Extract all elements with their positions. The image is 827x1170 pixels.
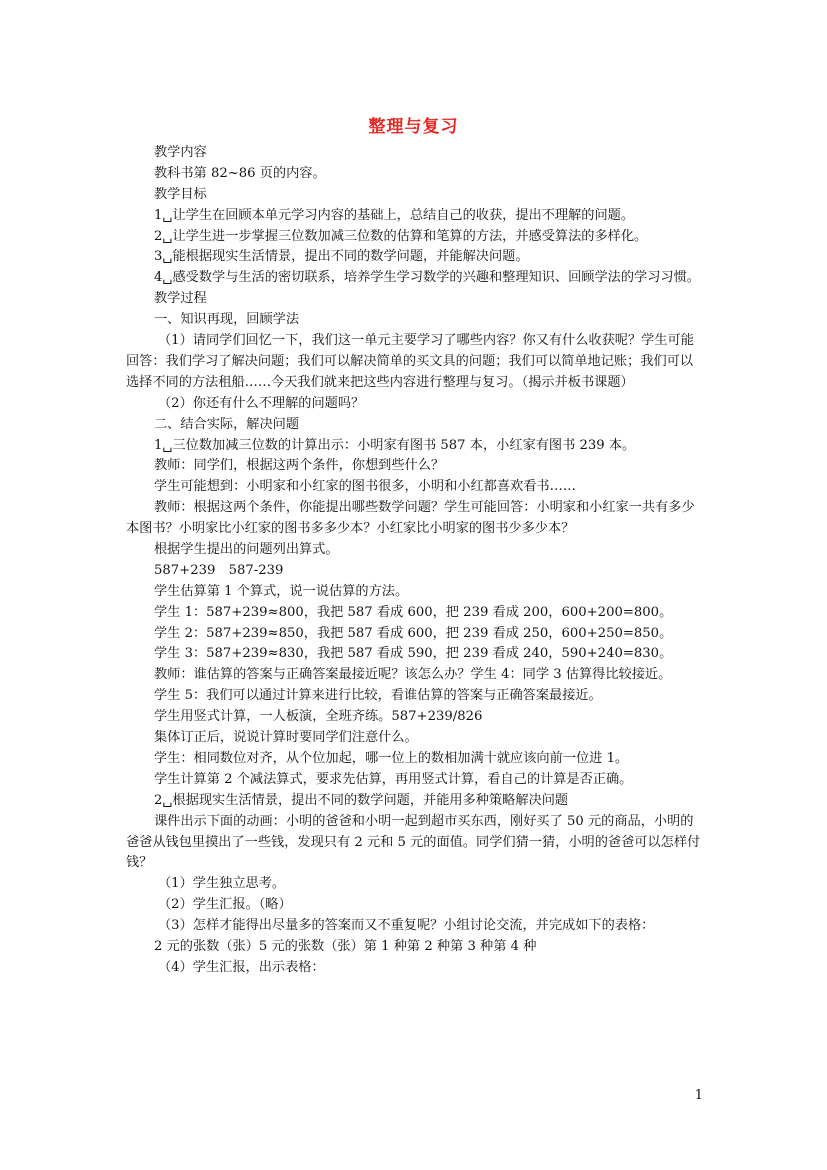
section-heading: 教学过程 (154, 291, 207, 307)
text-line: 集体订正后，说说计算时要同学们注意什么。 (154, 730, 418, 746)
text-line: 根据学生提出的问题列出算式。 (154, 542, 339, 558)
text-line: 学生用竖式计算，一人板演，全班齐练。587+239/826 (154, 709, 483, 725)
text-line: 学生可能想到：小明家和小红家的图书很多，小明和小红都喜欢看书…… (154, 479, 576, 495)
sub-heading: 二、结合实际，解决问题 (154, 416, 300, 432)
goal-item: 1␣让学生在回顾本单元学习内容的基础上，总结自己的收获，提出不理解的问题。 (154, 207, 635, 223)
text-line: 学生：相同数位对齐，从个位加起，哪一位上的数相加满十就应该向前一位进 1。 (154, 750, 629, 766)
goal-item: 2␣让学生进一步掌握三位数加减三位数的估算和笔算的方法，并感受算法的多样化。 (154, 228, 648, 244)
section-heading: 教学目标 (154, 186, 207, 202)
text-line: 2␣根据现实生活情景，提出不同的数学问题，并能用多种策略解决问题 (154, 792, 569, 808)
page-title: 整理与复习 (368, 117, 459, 137)
text-line: （4）学生汇报，出示表格： (158, 959, 325, 975)
text-line: 教师：谁估算的答案与正确答案最接近呢？该怎么办？学生 4：同学 3 估算得比较接近。 (154, 667, 672, 683)
text-line: 1␣三位数加减三位数的计算出示：小明家有图书 587 本，小红家有图书 239 本。 (154, 437, 636, 453)
formula-line: 587+239 587-239 (154, 562, 284, 578)
text-line: 教师：同学们，根据这两个条件，你想到些什么？ (154, 458, 445, 474)
text-line: 学生 2：587+239≈850，我把 587 看成 600，把 239 看成 250，600+250=850。 (154, 625, 673, 641)
text-line: （3）怎样才能得出尽量多的答案而又不重复呢？小组讨论交流，并完成如下的表格： (158, 918, 655, 934)
document-body (126, 143, 706, 979)
text-line: 学生计算第 2 个减法算式，要求先估算，再用竖式计算，看自己的计算是否正确。 (154, 771, 633, 787)
text-line: （2）学生汇报。（略） (158, 897, 292, 913)
text-line: 学生 1：587+239≈800，我把 587 看成 600，把 239 看成 200，600+200=800。 (154, 604, 673, 620)
text-line: 学生 5：我们可以通过计算来进行比较，看谁估算的答案与正确答案最接近。 (154, 688, 602, 704)
text-line: 学生 3：587+239≈830，我把 587 看成 590，把 239 看成 240，590+240=830。 (154, 646, 673, 662)
text-line: （1）学生独立思考。 (158, 876, 286, 892)
page-number: 1 (694, 1088, 703, 1103)
paragraph: （1）请同学们回忆一下，我们这一单元主要学习了哪些内容？你又有什么收获呢？学生可能回答：我们学习了解决问题；我们可以解决简单的买文具的问题；我们可以简单地记账；我们可以选择不同的方法租船……今天我们就来把这些内容进行整理与复习。（揭示并板书课题） (126, 333, 694, 390)
sub-heading: 一、知识再现，回顾学法 (154, 312, 300, 328)
section-heading: 教学内容 (154, 145, 207, 160)
text-line: 学生估算第 1 个算式，说一说估算的方法。 (154, 583, 409, 599)
table-header-line: 2 元的张数（张）5 元的张数（张）第 1 种第 2 种第 3 种第 4 种 (154, 938, 537, 954)
text-line: （2）你还有什么不理解的问题吗？ (158, 395, 365, 411)
paragraph: 课件出示下面的动画：小明的爸爸和小明一起到超市买东西，刚好买了 50 元的商品，小明的爸爸从钱包里摸出了一些钱，发现只有 2 元和 5 元的面值。同学们猜一猜，小明的爸爸可以怎样付钱？ (126, 813, 701, 871)
paragraph: 教师：根据这两个条件，你能提出哪些数学问题？学生可能回答：小明家和小红家一共有多少本图书？小明家比小红家的图书多多少本？小红家比小明家的图书少多少本？ (126, 500, 695, 537)
goal-item: 4␣感受数学与生活的密切联系，培养学生学习数学的兴趣和整理知识、回顾学法的学习习惯。 (154, 270, 700, 286)
text-line: 教科书第 82~86 页的内容。 (154, 165, 326, 181)
goal-item: 3␣能根据现实生活情景，提出不同的数学问题，并能解决问题。 (154, 249, 529, 265)
